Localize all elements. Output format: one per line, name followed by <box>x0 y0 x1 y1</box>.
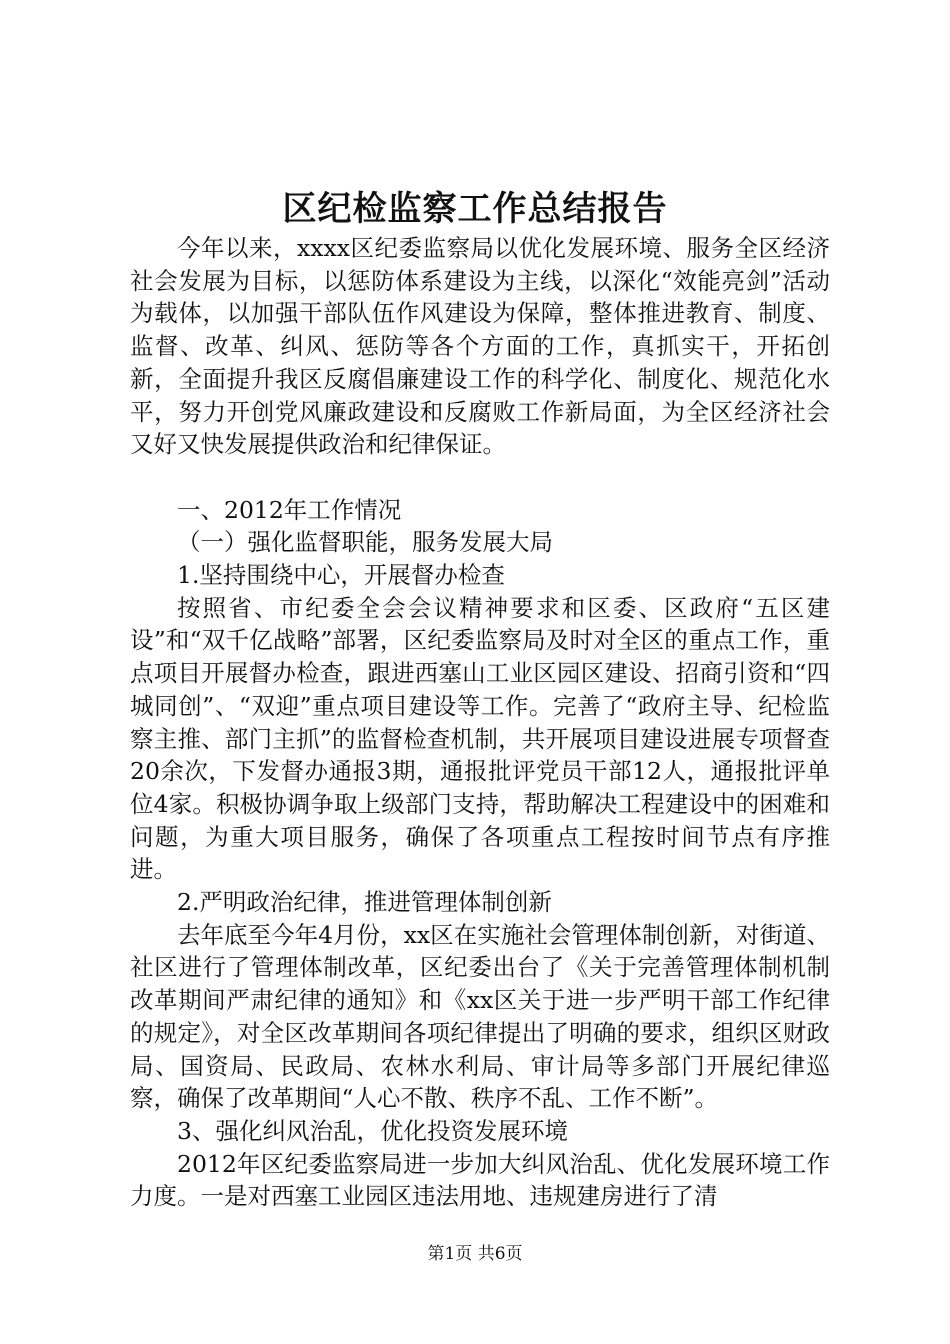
item-paragraph-1: 按照省、市纪委全会会议精神要求和区委、区政府“五区建设”和“双千亿战略”部署，区纪委监察局及时对全区的重点工作，重点项目开展督办检查，跟进西塞山工业区园区建设、招商引资和“四城同创”、“双迎”重点项目建设等工作。完善了“政府主导、纪检监察主推、部门主抓”的监督检查机制，共开展项目建设进展专项督查20余次，下发督办通报3期，通报批评党员干部12人，通报批评单位4家。积极协调争取上级部门支持，帮助解决工程建设中的困难和问题，为重大项目服务，确保了各项重点工程按时间节点有序推进。 <box>130 593 830 884</box>
item-heading-2: 2.严明政治纪律，推进管理体制创新 <box>177 888 552 917</box>
intro-paragraph: 今年以来，xxxx区纪委监察局以优化发展环境、服务全区经济社会发展为目标，以惩防体系建设为主线，以深化“效能亮剑”活动为载体，以加强干部队伍作风建设为保障，整体推进教育、制度、监督、改革、纠风、惩防等各个方面的工作，真抓实干，开拓创新，全面提升我区反腐倡廉建设工作的科学化、制度化、规范化水平，努力开创党风廉政建设和反腐败工作新局面，为全区经济社会又好又快发展提供政治和纪律保证。 <box>130 234 830 459</box>
item-heading-3: 3、强化纠风治乱，优化投资发展环境 <box>177 1116 568 1145</box>
document-body <box>130 232 830 1213</box>
item-paragraph-2: 去年底至今年4月份，xx区在实施社会管理体制创新，对街道、社区进行了管理体制改革，区纪委出台了《关于完善管理体制机制改革期间严肃纪律的通知》和《xx区关于进一步严明干部工作纪律的规定》，对全区改革期间各项纪律提出了明确的要求，组织区财政局、国资局、民政局、农林水利局、审计局等多部门开展纪律巡察，确保了改革期间“人心不散、秩序不乱、工作不断”。 <box>130 920 830 1113</box>
item-paragraph-3: 2012年区纪委监察局进一步加大纠风治乱、优化发展环境工作力度。一是对西塞工业园区违法用地、违规建房进行了清 <box>130 1149 830 1211</box>
subsection-heading: （一）强化监督职能，服务发展大局 <box>177 528 553 557</box>
section-heading: 一、2012年工作情况 <box>177 495 402 524</box>
item-heading-1: 1.坚持围绕中心，开展督办检查 <box>177 561 505 590</box>
paragraph-gap <box>130 461 830 494</box>
page-footer: 第1页 共6页 <box>427 1244 523 1264</box>
document-title: 区纪检监察工作总结报告 <box>282 189 668 229</box>
